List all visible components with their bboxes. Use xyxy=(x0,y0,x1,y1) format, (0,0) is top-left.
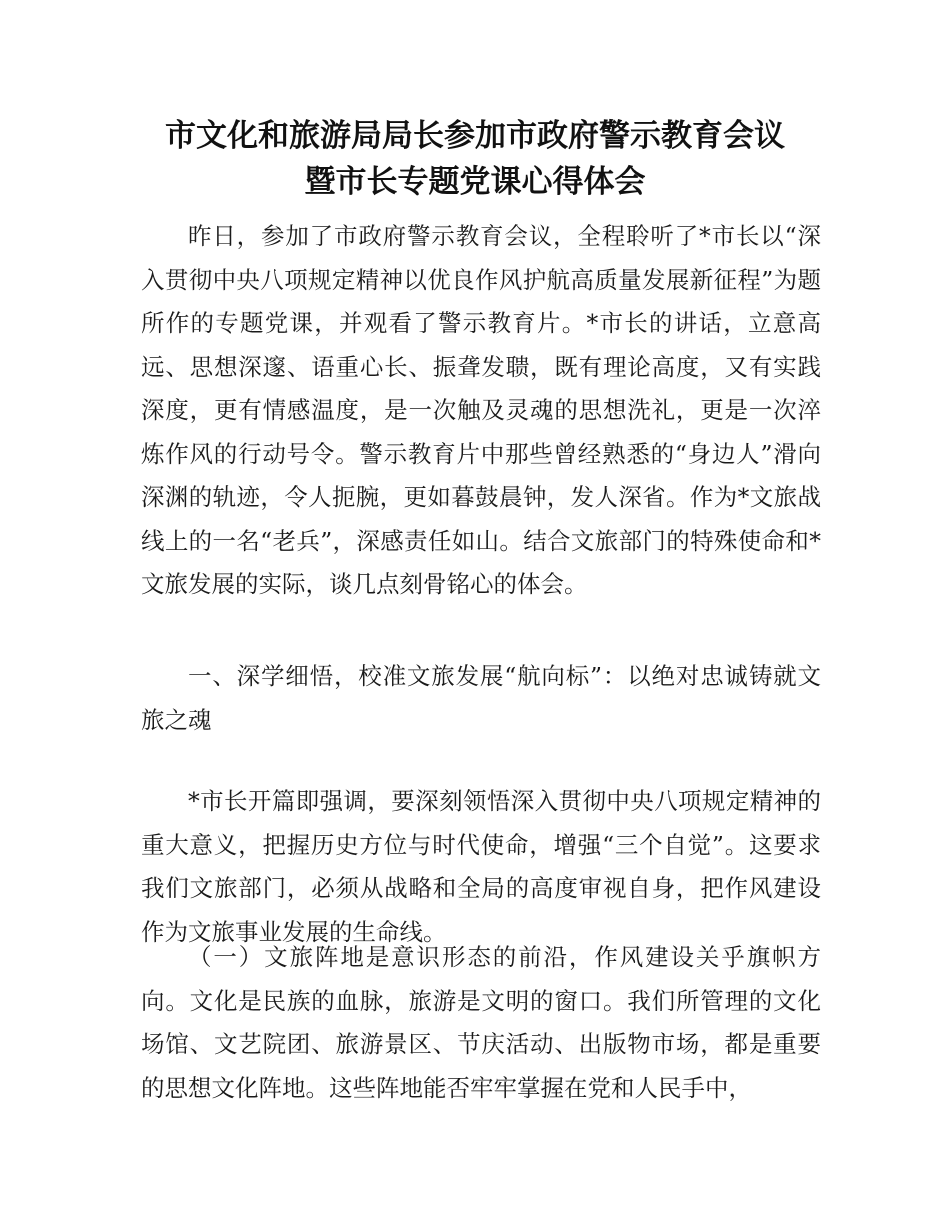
paragraph-section-1: *市长开篇即强调，要深刻领悟深入贯彻中央八项规定精神的重大意义，把握历史方位与时代使命，增强“三个自觉”。这要求我们文旅部门，必须从战略和全局的高度审视自身，把作风建设作为文旅事业发展的生命线。 xyxy=(141,787,821,946)
document-title-line-1: 市文化和旅游局局长参加市政府警示教育会议 xyxy=(165,118,785,154)
document-title-line-2: 暨市长专题党课心得体会 xyxy=(304,164,646,200)
section-heading-1: 一、深学细悟，校准文旅发展“航向标”：以绝对忠诚铸就文旅之魂 xyxy=(141,662,821,734)
paragraph-intro: 昨日，参加了市政府警示教育会议，全程聆听了*市长以“深入贯彻中央八项规定精神以优良作风护航高质量发展新征程”为题所作的专题党课，并观看了警示教育片。*市长的讲话，立意高远、思想深邃、语重心长、振聋发聩，既有理论高度，又有实践深度，更有情感温度，是一次触及灵魂的思想洗礼，更是一次淬炼作风的行动号令。警示教育片中那些曾经熟悉的“身边人”滑向深渊的轨迹，令人扼腕，更如暮鼓晨钟，发人深省。作为*文旅战线上的一名“老兵”，深感责任如山。结合文旅部门的特殊使命和*文旅发展的实际，谈几点刻骨铭心的体会。 xyxy=(141,222,821,598)
paragraph-subsection-1: （一）文旅阵地是意识形态的前沿，作风建设关乎旗帜方向。文化是民族的血脉，旅游是文明的窗口。我们所管理的文化场馆、文艺院团、旅游景区、节庆活动、出版物市场，都是重要的思想文化阵地。这些阵地能否牢牢掌握在党和人民手中， xyxy=(141,943,821,1102)
